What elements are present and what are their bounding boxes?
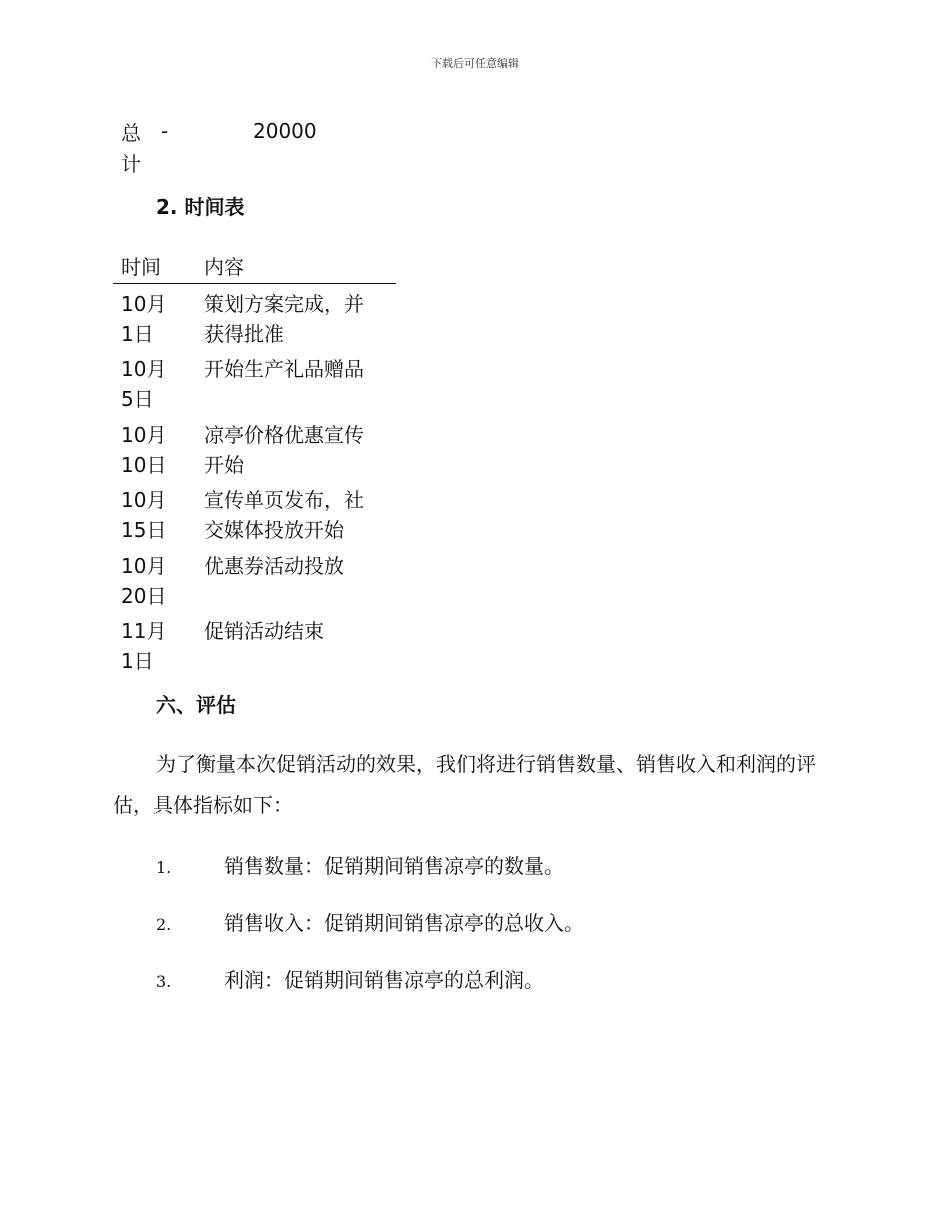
table-row xyxy=(113,546,396,611)
table-row xyxy=(113,480,396,545)
column-header-time: 时间 xyxy=(121,255,161,279)
table-row xyxy=(113,284,396,349)
row-content: 优惠券活动投放 xyxy=(204,553,344,578)
evaluation-paragraph: 为了衡量本次促销活动的效果，我们将进行销售数量、销售收入和利润的评估，具体指标如下： xyxy=(113,752,816,817)
row-content: 开始生产礼品赠品 xyxy=(204,357,364,382)
list-item-text: 销售收入：促销期间销售凉亭的总收入。 xyxy=(224,911,584,935)
budget-total-value: 20000 xyxy=(253,119,317,143)
row-time: 10月 5日 xyxy=(121,357,167,412)
page-header: 下载后可任意编辑 xyxy=(431,57,519,70)
evaluation-heading: 六、评估 xyxy=(156,693,236,717)
row-content: 凉亭价格优惠宣传 开始 xyxy=(204,422,364,477)
table-row xyxy=(113,611,396,676)
list-item-text: 销售数量：促销期间销售凉亭的数量。 xyxy=(224,854,564,878)
list-item-number: 2. xyxy=(156,915,172,934)
schedule-table xyxy=(113,253,396,676)
row-time: 10月 15日 xyxy=(121,488,167,543)
list-item xyxy=(156,853,564,881)
budget-total-label: 总计 xyxy=(121,121,141,176)
row-time: 10月 1日 xyxy=(121,292,167,346)
list-item xyxy=(156,910,584,938)
row-time: 10月 20日 xyxy=(121,553,167,608)
row-time: 10月 10日 xyxy=(121,422,167,477)
list-item-number: 3. xyxy=(156,972,172,991)
list-item-text: 利润：促销期间销售凉亭的总利润。 xyxy=(224,968,544,992)
row-content: 促销活动结束 xyxy=(204,618,324,643)
row-time: 11月 1日 xyxy=(121,618,167,673)
list-item xyxy=(156,967,544,995)
row-content: 宣传单页发布，社 交媒体投放开始 xyxy=(204,488,364,543)
schedule-heading: 2. 时间表 xyxy=(156,195,245,219)
table-row xyxy=(113,415,396,480)
list-item-number: 1. xyxy=(156,858,172,877)
column-header-content: 内容 xyxy=(204,255,244,279)
schedule-table-header xyxy=(113,253,396,284)
table-row xyxy=(113,349,396,414)
budget-total-dash: - xyxy=(161,119,169,143)
row-content: 策划方案完成，并 获得批准 xyxy=(204,292,364,346)
